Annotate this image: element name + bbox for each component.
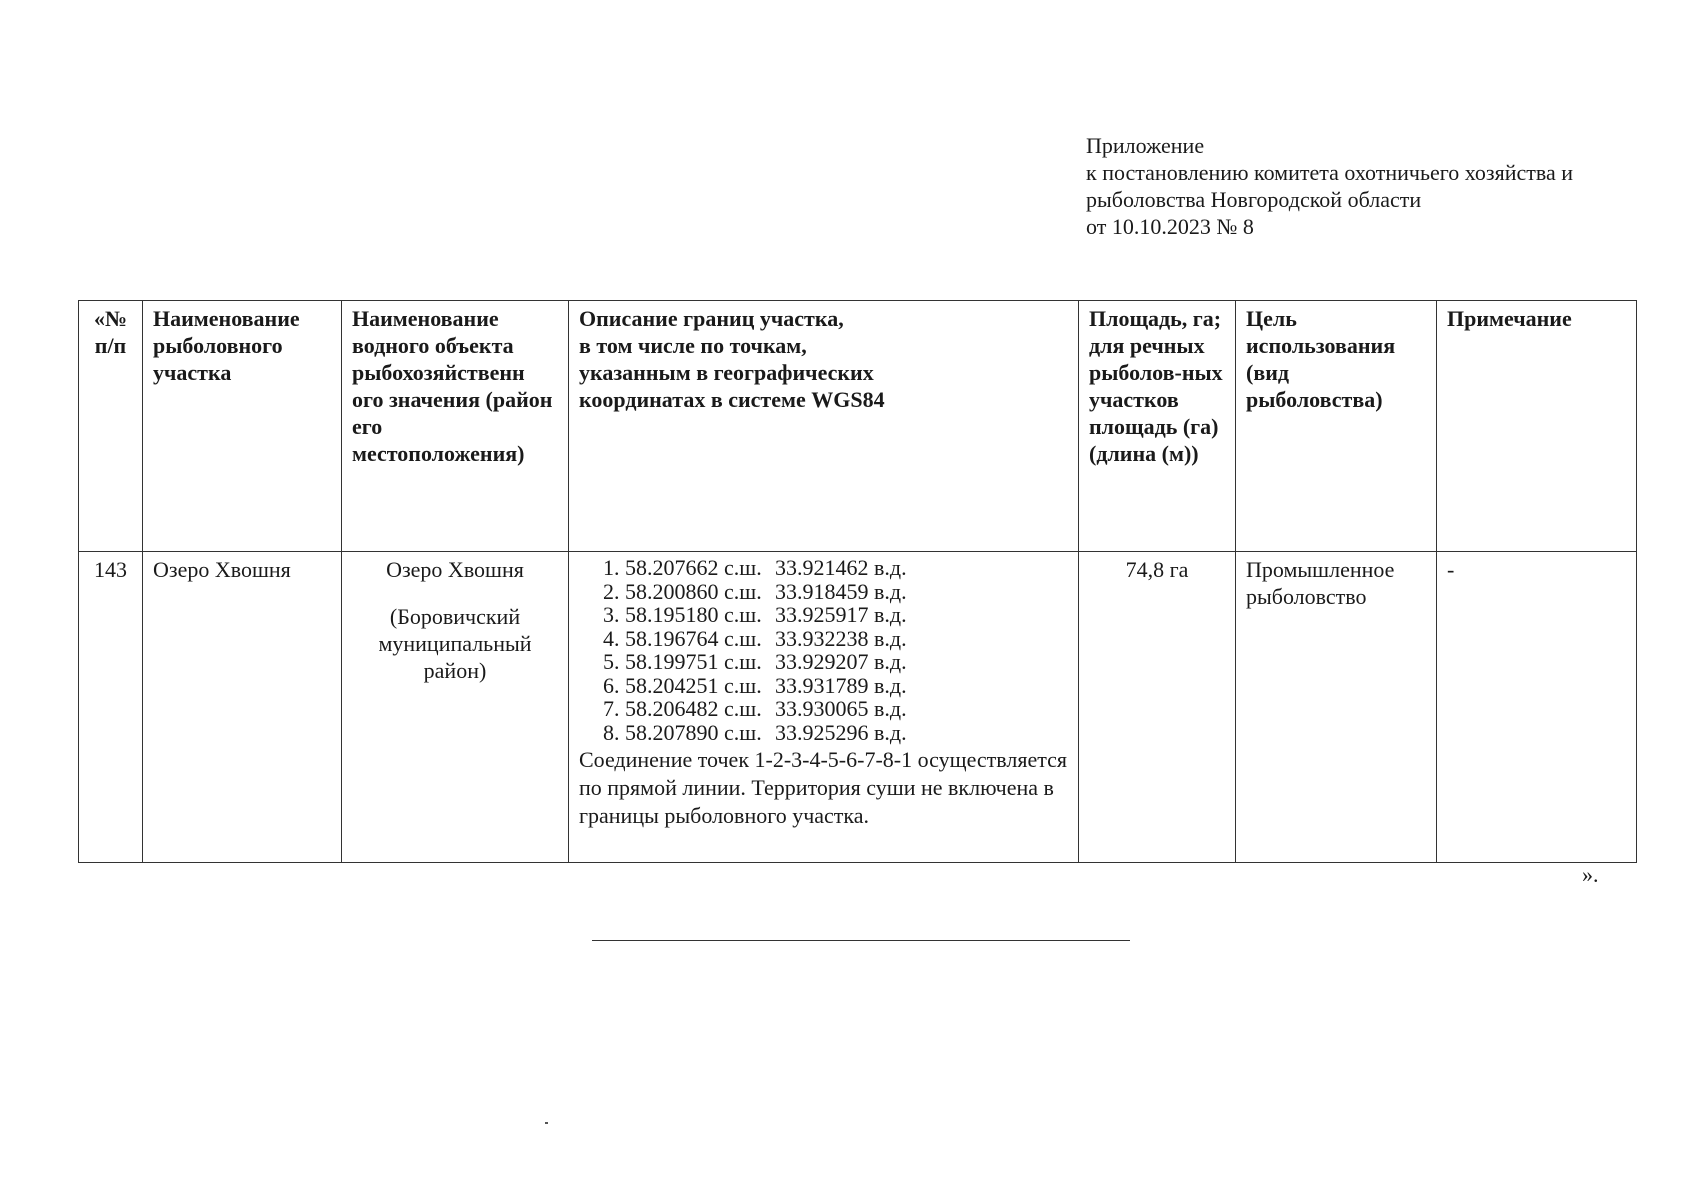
area-cell: 74,8 га (1079, 552, 1236, 863)
table-header-row (79, 301, 1637, 552)
row-number: 143 (79, 552, 143, 863)
coordinate-point: 8. 58.207890 с.ш. 33.925296 в.д. (603, 719, 907, 745)
header-line-2: к постановлению комитета охотничьего хозяйства и (1086, 160, 1573, 185)
header-water-object: Наименование водного объекта рыбохозяйственн ого значения (район его местоположения) (342, 301, 569, 552)
header-line-3: рыболовства Новгородской области (1086, 187, 1422, 212)
scan-speck (545, 1122, 548, 1124)
site-name-cell: Озеро Хвошня (143, 552, 342, 863)
connection-description: Соединение точек 1-2-3-4-5-6-7-8-1 осуществляется по прямой линии. Территория суши не включена в границы рыболовного участка. (579, 747, 1067, 828)
header-borders: Описание границ участка, в том числе по точкам, указанным в географических координатах в системе WGS84 (569, 301, 1079, 552)
table-row (79, 552, 1637, 863)
header-line-4: от 10.10.2023 № 8 (1086, 214, 1254, 239)
header-note: Примечание (1437, 301, 1637, 552)
header-site-name: Наименование рыболовного участка (143, 301, 342, 552)
document-header (1086, 132, 1676, 240)
header-num: «№ п/п (79, 301, 143, 552)
header-area: Площадь, га; для речных рыболов-ных участков площадь (га) (длина (м)) (1079, 301, 1236, 552)
fishing-sites-table (78, 300, 1637, 863)
header-purpose: Цель использования (вид рыболовства) (1236, 301, 1437, 552)
header-line-1: Приложение (1086, 133, 1205, 158)
water-object-cell (342, 552, 569, 863)
coordinate-point: 3. 58.195180 с.ш. 33.925917 в.д. (603, 602, 907, 627)
water-district: (Боровичский муниципальный район) (378, 604, 532, 683)
coordinate-point: 2. 58.200860 с.ш. 33.918459 в.д. (603, 578, 907, 604)
coordinate-point: 4. 58.196764 с.ш. 33.932238 в.д. (603, 625, 907, 651)
coordinate-point: 5. 58.199751 с.ш. 33.929207 в.д. (603, 649, 907, 674)
borders-cell (569, 552, 1079, 863)
water-name: Озеро Хвошня (386, 557, 524, 582)
coordinate-point: 6. 58.204251 с.ш. 33.931789 в.д. (603, 672, 907, 698)
coordinate-point: 7. 58.206482 с.ш. 33.930065 в.д. (603, 696, 907, 721)
closing-quote-mark: ». (1582, 862, 1599, 887)
note-cell: - (1437, 552, 1637, 863)
coordinate-point: 1. 58.207662 с.ш. 33.921462 в.д. (603, 555, 907, 580)
purpose-cell: Промышленное рыболовство (1236, 552, 1437, 863)
separator-line (592, 940, 1130, 941)
